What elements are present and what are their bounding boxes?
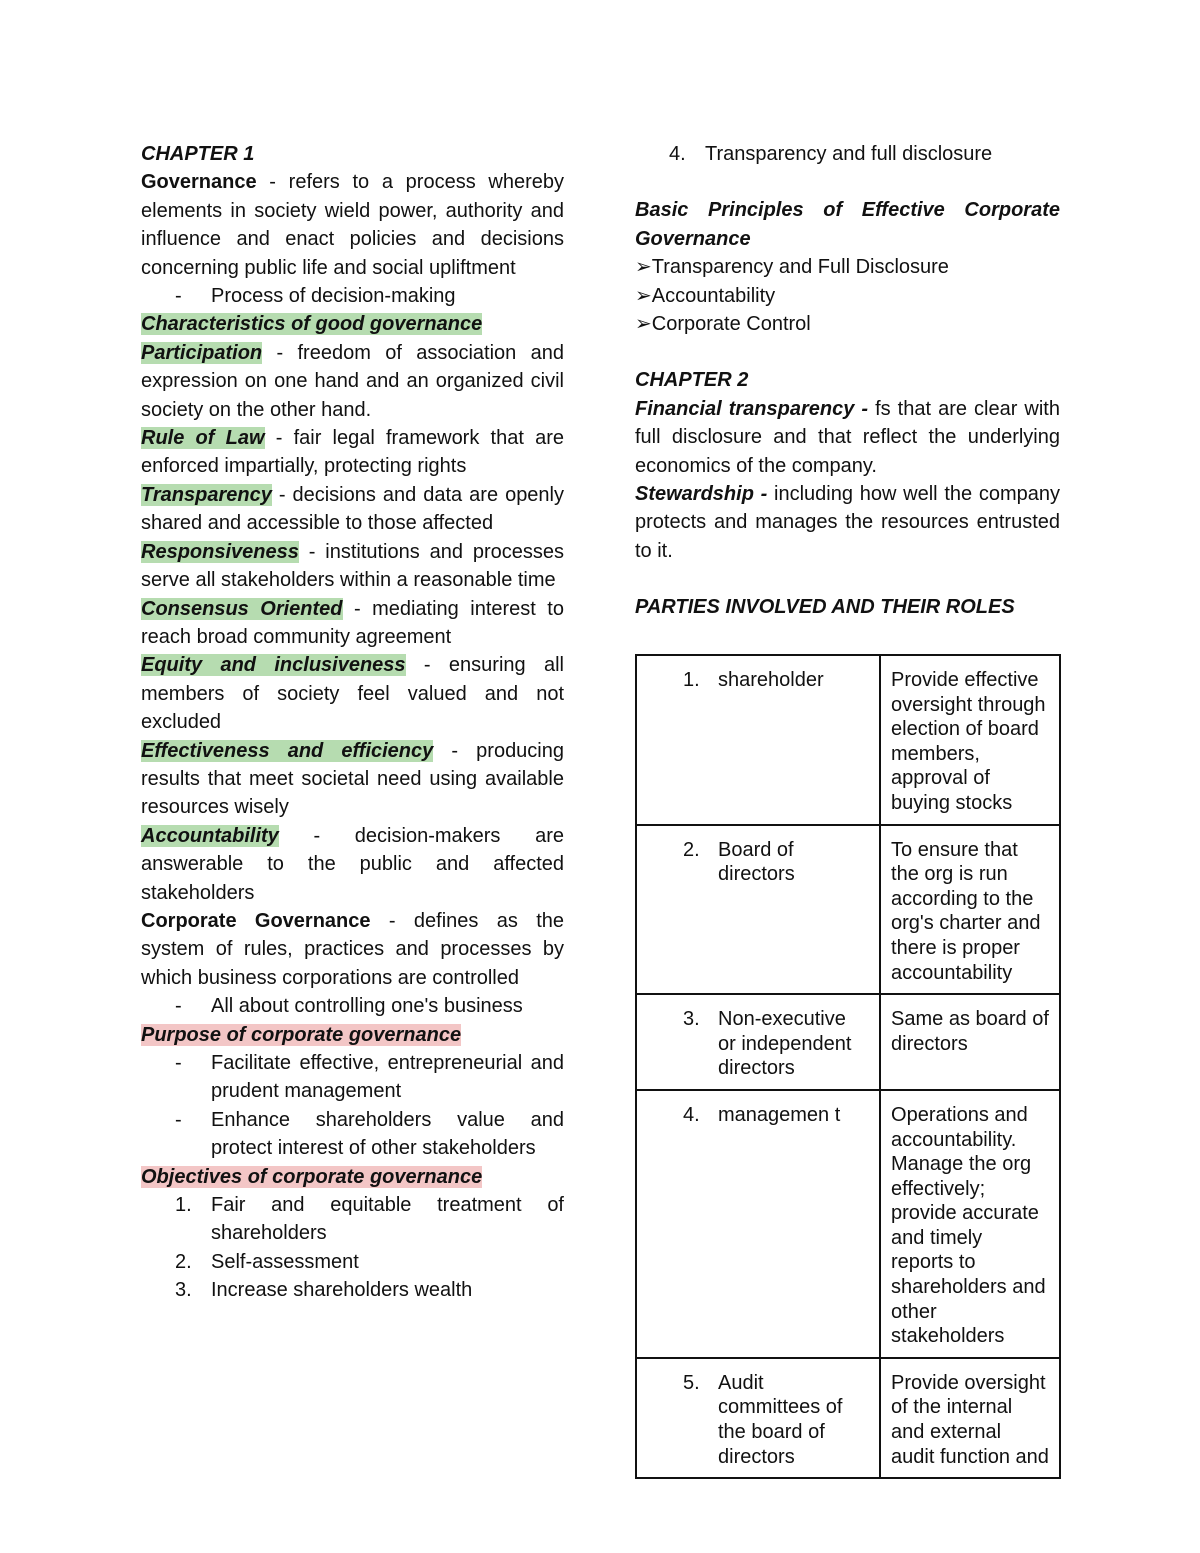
effectiveness-term: Effectiveness and efficiency — [141, 739, 434, 762]
objective-item — [141, 1191, 564, 1248]
table-row — [636, 1090, 1060, 1358]
objective-number: 2. — [175, 1250, 192, 1273]
role-cell: Operations and accountability. Manage the org effectively; provide accurate and timely reports to shareholders and other stakeholders — [880, 1090, 1060, 1358]
principle-item — [635, 282, 1060, 310]
responsiveness-item — [141, 538, 564, 595]
accountability-item — [141, 822, 564, 907]
party-cell — [636, 1090, 880, 1358]
arrow-bullet-icon: ➢ — [635, 313, 652, 336]
role-cell: Same as board of directors — [880, 994, 1060, 1090]
party-name: Board of directors — [718, 838, 795, 886]
stewardship-def: including how well the company protects and manages the resources entrusted to it. — [635, 483, 1060, 562]
table-row — [636, 825, 1060, 995]
purpose-item: - Enhance shareholders value and protect interest of other stakeholders — [175, 1108, 564, 1160]
left-column — [141, 140, 564, 1305]
corporate-governance-bullet: - All about controlling one's business — [175, 995, 523, 1018]
principle-text: Transparency and Full Disclosure — [651, 256, 949, 279]
stewardship-term: Stewardship - — [635, 483, 768, 506]
arrow-bullet-icon: ➢ — [635, 284, 652, 307]
role-cell: Provide oversight of the internal and external audit function and — [880, 1358, 1060, 1478]
governance-bullet: - Process of decision-making — [175, 285, 456, 308]
objective-item — [141, 1248, 564, 1276]
party-number: 4. — [683, 1103, 700, 1126]
role-cell: Provide effective oversight through election of board members, approval of buying stocks — [880, 655, 1060, 825]
table-row — [636, 994, 1060, 1090]
responsiveness-def: - institutions and processes serve all stakeholders within a reasonable time — [141, 540, 564, 592]
party-cell — [636, 1358, 880, 1478]
participation-item — [141, 339, 564, 424]
party-number: 5. — [683, 1371, 700, 1394]
corporate-governance-definition — [141, 907, 564, 992]
characteristics-heading: Characteristics of good governance — [141, 313, 483, 336]
party-number: 3. — [683, 1008, 700, 1031]
party-number: 2. — [683, 838, 700, 861]
financial-transparency-term: Financial transparency - — [635, 397, 869, 420]
objective-number: 3. — [175, 1279, 192, 1302]
principles-heading: Basic Principles of Effective Corporate Governance — [635, 199, 1060, 250]
principle-item — [635, 310, 1060, 338]
purpose-item-text: Enhance shareholders value and protect interest of other stakeholders — [211, 1108, 564, 1160]
parties-heading: PARTIES INVOLVED AND THEIR ROLES — [635, 596, 1015, 619]
objectives-heading: Objectives of corporate governance — [141, 1165, 483, 1188]
responsiveness-term: Responsiveness — [141, 540, 299, 563]
corporate-governance-def: - defines as the system of rules, practices and processes by which business corporations are controlled — [141, 909, 564, 989]
financial-transparency-item — [635, 395, 1060, 480]
table-row — [636, 1358, 1060, 1478]
equity-term: Equity and inclusiveness — [141, 654, 406, 677]
principle-text: Accountability — [651, 284, 776, 307]
role-cell: To ensure that the org is run according to the org's charter and there is proper accountability — [880, 825, 1060, 995]
governance-bullet-text: Process of decision-making — [211, 285, 456, 308]
chapter-2-heading: CHAPTER 2 — [635, 369, 749, 392]
transparency-term: Transparency — [141, 483, 272, 506]
rule-of-law-def: - fair legal framework that are enforced impartially, protecting rights — [141, 427, 565, 478]
objective-item — [141, 1276, 564, 1304]
party-cell — [636, 825, 880, 995]
arrow-bullet-icon: ➢ — [635, 256, 652, 279]
purpose-item: - Facilitate effective, entrepreneurial and prudent management — [175, 1052, 564, 1103]
parties-roles-table — [635, 654, 1061, 1479]
accountability-term: Accountability — [141, 824, 279, 847]
principle-text: Corporate Control — [651, 313, 811, 336]
consensus-def: - mediating interest to reach broad community agreement — [141, 597, 564, 648]
party-name: Non-executive or independent directors — [718, 1008, 852, 1080]
party-number: 1. — [683, 669, 700, 691]
governance-definition — [141, 168, 564, 282]
right-column — [635, 140, 1060, 622]
chapter-1-heading: CHAPTER 1 — [141, 143, 255, 165]
consensus-item — [141, 595, 564, 652]
consensus-term: Consensus Oriented — [141, 597, 343, 620]
objective-text: Increase shareholders wealth — [211, 1279, 473, 1302]
principle-item — [635, 253, 1060, 281]
objective-text: Fair and equitable treatment of shareholders — [211, 1194, 564, 1245]
stewardship-item — [635, 480, 1060, 565]
financial-transparency-def: fs that are clear with full disclosure and that reflect the underlying economics of the company. — [635, 397, 1060, 477]
transparency-item — [141, 481, 564, 538]
table-row — [636, 655, 1060, 825]
party-name: managemen t — [718, 1103, 841, 1126]
rule-of-law-term: Rule of Law — [141, 427, 265, 450]
transparency-def: - decisions and data are openly shared and accessible to those affected — [141, 483, 564, 535]
effectiveness-def: - producing results that meet societal need using available resources wisely — [141, 739, 564, 819]
party-cell — [636, 994, 880, 1090]
accountability-def: - decision-makers are answerable to the public and affected stakeholders — [141, 824, 564, 904]
equity-item — [141, 651, 564, 736]
objective-number: 4. — [669, 143, 686, 165]
objective-number: 1. — [175, 1194, 192, 1217]
party-name: Audit committees of the board of directors — [718, 1371, 843, 1468]
participation-def: - freedom of association and expression on one hand and an organized civil society on the other hand. — [141, 341, 564, 421]
purpose-heading: Purpose of corporate governance — [141, 1023, 462, 1046]
participation-term: Participation — [141, 341, 263, 364]
objective-text: Transparency and full disclosure — [705, 143, 993, 165]
purpose-item-text: Facilitate effective, entrepreneurial and prudent management — [211, 1052, 564, 1103]
objective-item — [635, 140, 1060, 168]
equity-def: - ensuring all members of society feel valued and not excluded — [141, 654, 565, 734]
party-cell — [636, 655, 880, 825]
corporate-governance-term: Corporate Governance — [141, 909, 371, 932]
objective-text: Self-assessment — [211, 1250, 359, 1273]
governance-term: Governance — [141, 171, 257, 194]
effectiveness-item — [141, 737, 564, 822]
rule-of-law-item — [141, 424, 564, 481]
corporate-governance-bullet-text: All about controlling one's business — [211, 995, 523, 1018]
party-name: shareholder — [718, 669, 824, 691]
governance-def-text: - refers to a process whereby elements in society wield power, authority and influence and enact policies and decisions concerning public life and social upliftment — [141, 171, 564, 279]
